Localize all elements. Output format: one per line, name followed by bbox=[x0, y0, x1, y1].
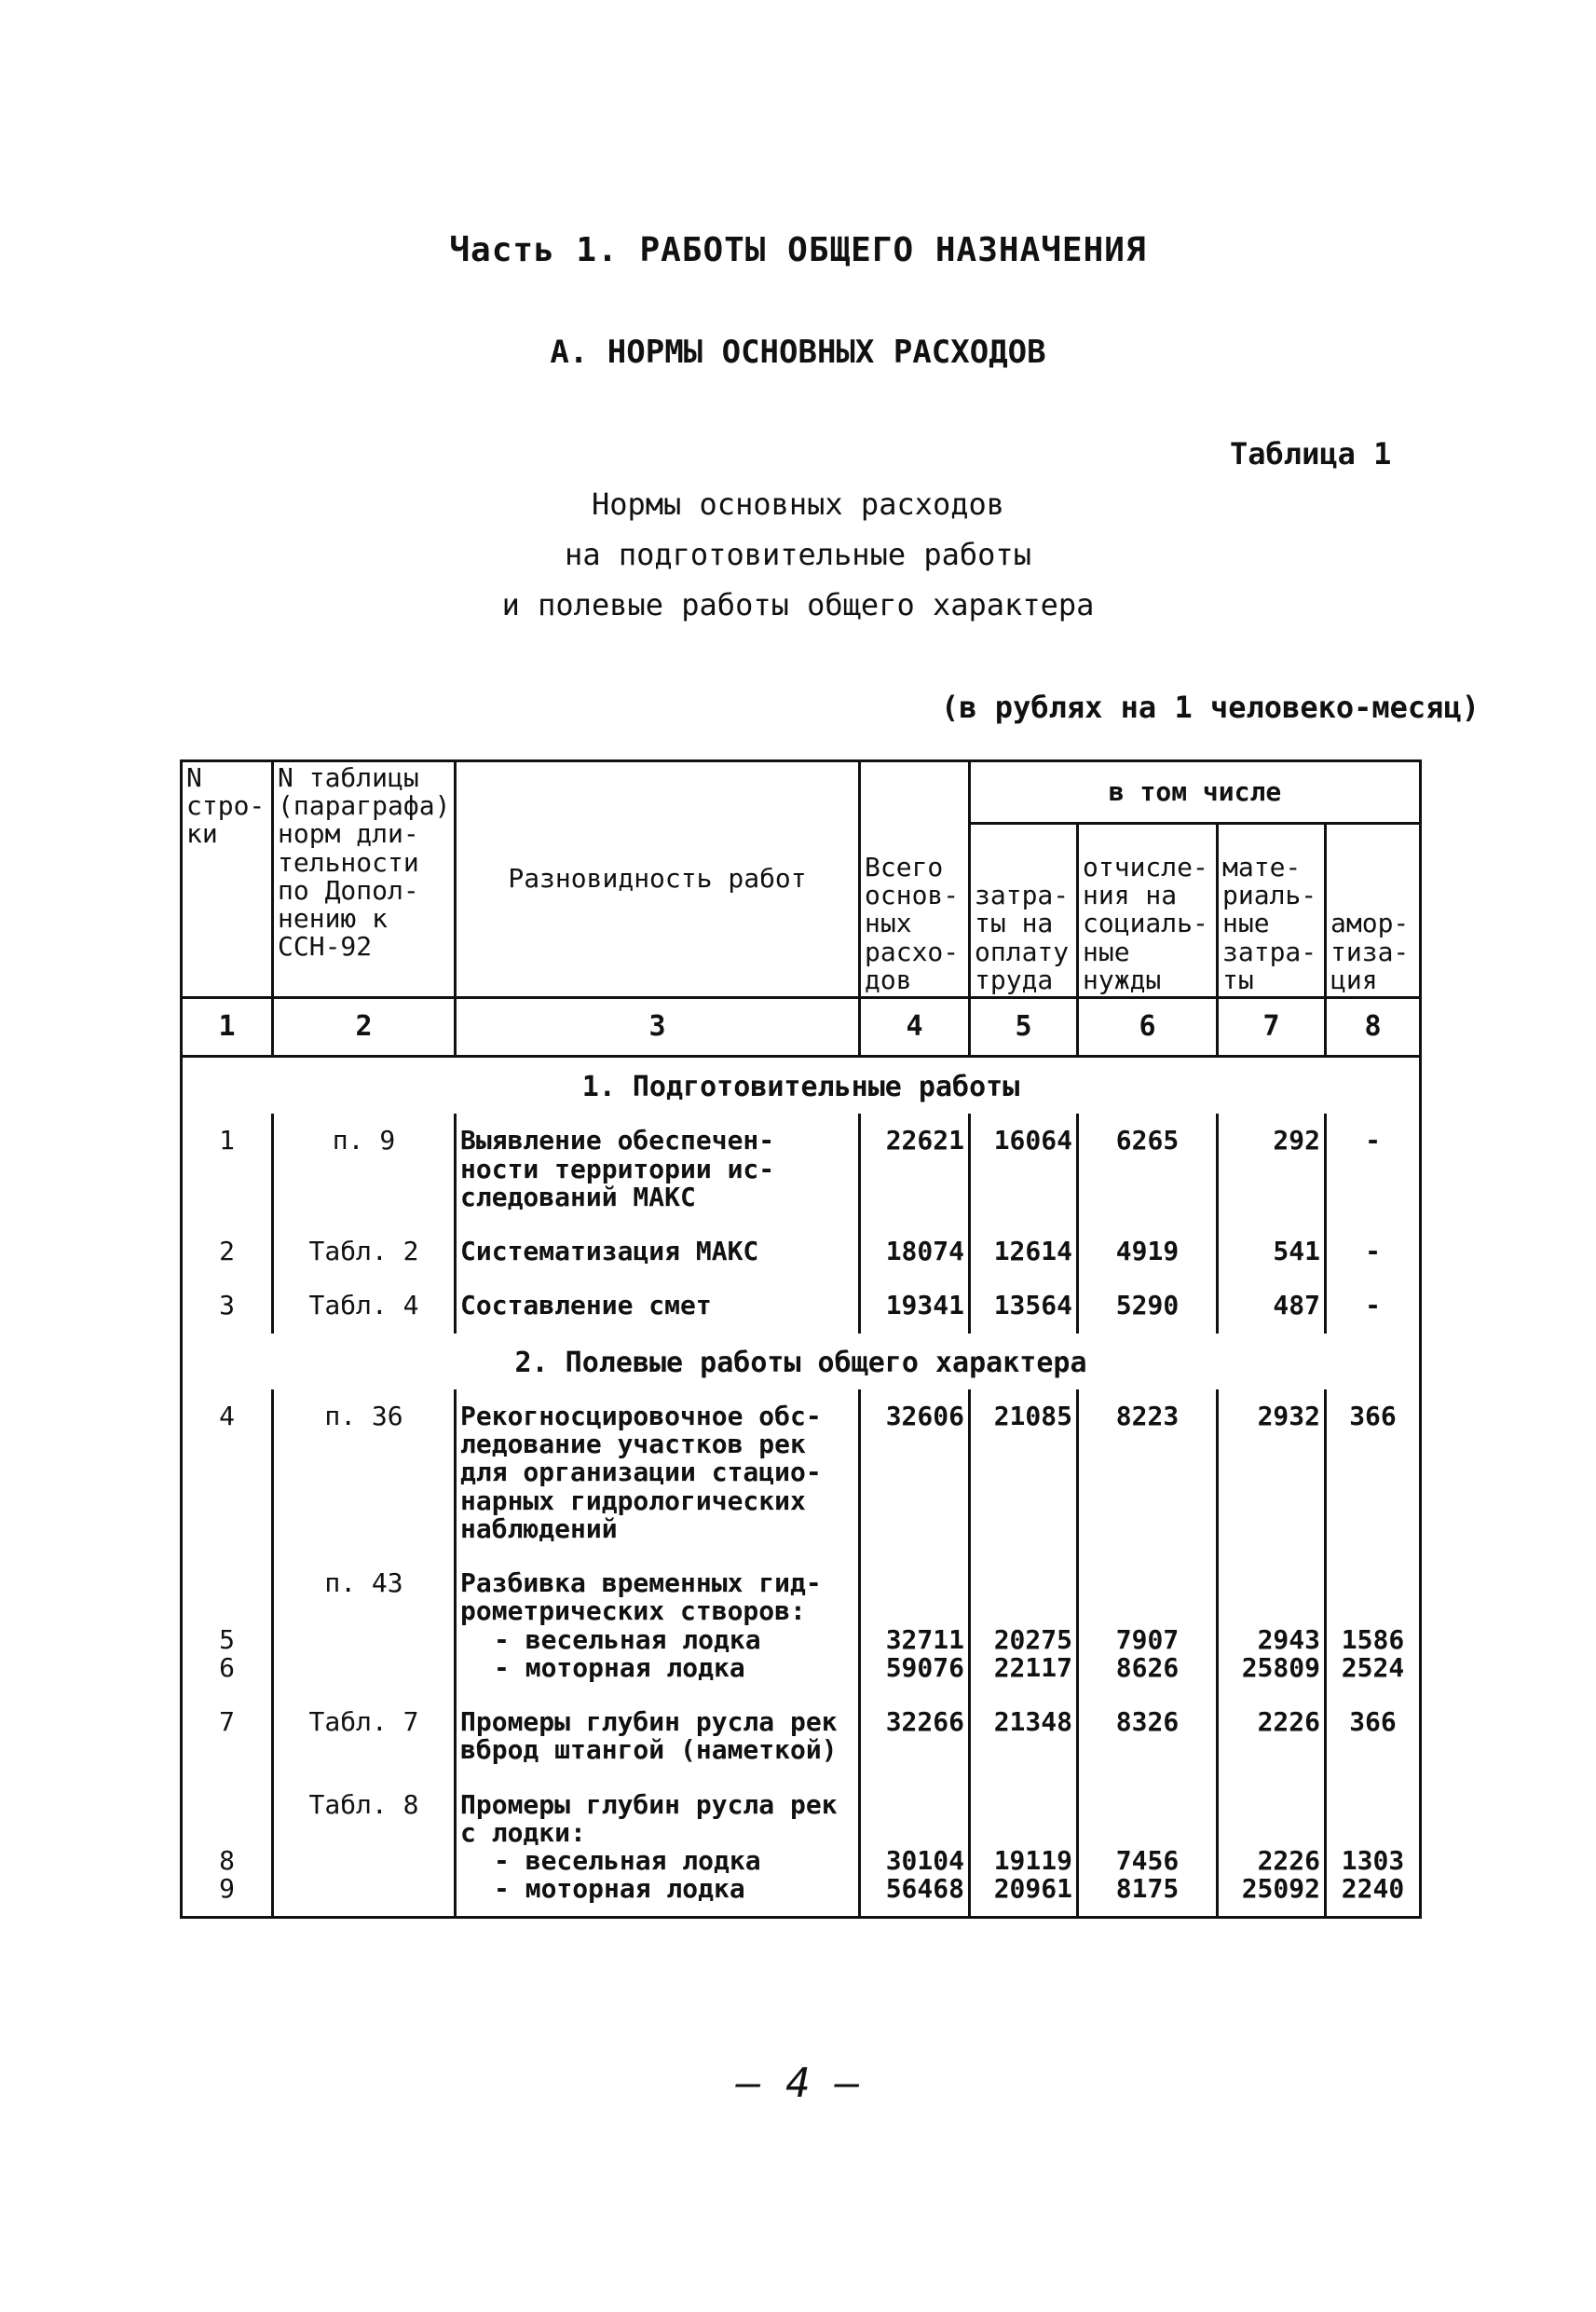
row-number-line bbox=[186, 1597, 267, 1625]
amortization-line: - bbox=[1365, 1236, 1381, 1267]
total-cost-line: 32266 bbox=[885, 1706, 964, 1738]
social-line bbox=[1083, 1791, 1212, 1819]
materials-cell bbox=[1218, 1695, 1326, 1777]
work-kind-line: - весельная лодка bbox=[494, 1845, 761, 1876]
work-kind-line: Промеры глубин русла рек bbox=[460, 1706, 838, 1738]
header-total-costs: Всего основ- ных расхо- дов bbox=[860, 761, 970, 998]
amortization-cell bbox=[1326, 1556, 1421, 1695]
page-number: – 4 – bbox=[736, 2059, 860, 2107]
work-kind-cell bbox=[456, 1279, 860, 1333]
row-number-line: 5 bbox=[219, 1623, 235, 1655]
materials-line bbox=[1222, 1569, 1320, 1597]
row-number-line: 6 bbox=[219, 1651, 235, 1683]
amortization-line bbox=[1330, 1569, 1415, 1597]
amortization-line bbox=[1330, 1791, 1415, 1819]
total-cost-cell bbox=[860, 1279, 970, 1333]
social-line: 7907 bbox=[1115, 1623, 1180, 1655]
table-row bbox=[182, 1114, 1421, 1224]
table-label: Таблица 1 bbox=[1230, 436, 1392, 472]
amortization-line: 1586 bbox=[1341, 1623, 1405, 1655]
wages-line: 22117 bbox=[993, 1651, 1072, 1683]
total-cost-line: 18074 bbox=[885, 1236, 964, 1267]
row-number-line bbox=[186, 1791, 267, 1819]
wages-line: 21085 bbox=[993, 1400, 1072, 1431]
wages-line: 20961 bbox=[993, 1873, 1072, 1905]
row-number-cell bbox=[182, 1389, 273, 1556]
materials-line: 487 bbox=[1273, 1290, 1320, 1321]
table-ref-cell: Табл. 8 bbox=[273, 1778, 456, 1918]
column-number: 7 bbox=[1218, 998, 1326, 1057]
table-row bbox=[182, 1279, 1421, 1333]
wages-cell bbox=[970, 1114, 1078, 1224]
work-kind-line: вброд штангой (наметкой) bbox=[460, 1734, 838, 1766]
materials-line: 541 bbox=[1273, 1236, 1320, 1267]
work-kind-cell bbox=[456, 1389, 860, 1556]
social-line: 8223 bbox=[1115, 1400, 1180, 1431]
amortization-line: 366 bbox=[1349, 1400, 1397, 1431]
social-line: 7456 bbox=[1115, 1845, 1180, 1876]
row-number-line: 1 bbox=[219, 1125, 235, 1156]
total-cost-cell bbox=[860, 1695, 970, 1777]
row-number-line: 4 bbox=[219, 1400, 235, 1431]
work-kind-line: ледование участков рек bbox=[460, 1429, 806, 1460]
column-number: 5 bbox=[970, 998, 1078, 1057]
materials-line: 292 bbox=[1273, 1125, 1320, 1156]
wages-line: 20275 bbox=[993, 1623, 1072, 1655]
work-kind-line: Рекогносцировочное обс- bbox=[460, 1400, 822, 1431]
total-cost-line: 59076 bbox=[885, 1651, 964, 1683]
amortization-line bbox=[1330, 1597, 1415, 1625]
wages-cell bbox=[970, 1224, 1078, 1279]
amortization-line: - bbox=[1365, 1125, 1381, 1156]
work-kind-line: с лодки: bbox=[460, 1816, 586, 1848]
total-cost-line bbox=[865, 1819, 964, 1847]
social-cell bbox=[1078, 1224, 1218, 1279]
row-number-line: 3 bbox=[219, 1290, 235, 1321]
social-cell bbox=[1078, 1114, 1218, 1224]
social-line: 6265 bbox=[1115, 1125, 1180, 1156]
materials-cell bbox=[1218, 1556, 1326, 1695]
materials-cell bbox=[1218, 1114, 1326, 1224]
work-kind-line: Систематизация МАКС bbox=[460, 1236, 759, 1267]
materials-line: 2932 bbox=[1257, 1400, 1320, 1431]
row-number-line bbox=[186, 1569, 267, 1597]
header-materials: мате- риаль- ные затра- ты bbox=[1218, 824, 1326, 998]
row-number-line: 2 bbox=[219, 1236, 235, 1267]
table-caption-line: и полевые работы общего характера bbox=[501, 587, 1095, 622]
materials-line bbox=[1222, 1791, 1320, 1819]
total-cost-line: 32711 bbox=[885, 1623, 964, 1655]
table-caption-line: на подготовительные работы bbox=[565, 537, 1031, 572]
social-line: 8326 bbox=[1115, 1706, 1180, 1738]
column-number: 2 bbox=[273, 998, 456, 1057]
work-kind-line: Выявление обеспечен- bbox=[460, 1125, 775, 1156]
work-kind-line: рометрических створов: bbox=[460, 1595, 806, 1627]
total-cost-cell bbox=[860, 1556, 970, 1695]
total-cost-line bbox=[865, 1569, 964, 1597]
wages-cell bbox=[970, 1778, 1078, 1918]
row-number-line: 7 bbox=[219, 1706, 235, 1738]
work-kind-cell bbox=[456, 1778, 860, 1918]
total-cost-cell bbox=[860, 1778, 970, 1918]
materials-line: 25809 bbox=[1241, 1651, 1320, 1683]
header-row-number: N стро- ки bbox=[182, 761, 273, 998]
work-kind-line: для организации стацио- bbox=[460, 1457, 822, 1488]
social-line: 5290 bbox=[1115, 1290, 1180, 1321]
total-cost-line bbox=[865, 1597, 964, 1625]
section-title: 1. Подготовительные работы bbox=[182, 1057, 1421, 1115]
units-note: (в рублях на 1 человеко-месяц) bbox=[941, 690, 1480, 725]
materials-line: 2226 bbox=[1257, 1845, 1320, 1876]
table-row bbox=[182, 1556, 1421, 1695]
total-cost-cell bbox=[860, 1224, 970, 1279]
row-number-cell bbox=[182, 1279, 273, 1333]
wages-line: 12614 bbox=[993, 1236, 1072, 1267]
materials-cell bbox=[1218, 1778, 1326, 1918]
social-line bbox=[1083, 1597, 1212, 1625]
work-kind-line: - моторная лодка bbox=[494, 1651, 745, 1683]
social-line: 8626 bbox=[1115, 1651, 1180, 1683]
header-including: в том числе bbox=[970, 761, 1421, 824]
table-row bbox=[182, 1695, 1421, 1777]
row-number-line: 8 bbox=[219, 1845, 235, 1876]
amortization-line: 366 bbox=[1349, 1706, 1397, 1738]
amortization-cell bbox=[1326, 1114, 1421, 1224]
table-ref-cell: Табл. 4 bbox=[273, 1279, 456, 1333]
wages-cell bbox=[970, 1389, 1078, 1556]
total-cost-line: 56468 bbox=[885, 1873, 964, 1905]
social-cell bbox=[1078, 1389, 1218, 1556]
work-kind-line: Промеры глубин русла рек bbox=[460, 1788, 838, 1820]
column-number: 1 bbox=[182, 998, 273, 1057]
total-cost-line: 30104 bbox=[885, 1845, 964, 1876]
table-ref-cell: п. 43 bbox=[273, 1556, 456, 1695]
amortization-cell bbox=[1326, 1778, 1421, 1918]
row-number-line bbox=[186, 1819, 267, 1847]
amortization-line: 2240 bbox=[1341, 1873, 1405, 1905]
table-row bbox=[182, 1778, 1421, 1918]
table-body bbox=[182, 1057, 1421, 1918]
social-cell bbox=[1078, 1279, 1218, 1333]
row-number-cell bbox=[182, 1695, 273, 1777]
materials-cell bbox=[1218, 1279, 1326, 1333]
work-kind-cell bbox=[456, 1224, 860, 1279]
column-number: 3 bbox=[456, 998, 860, 1057]
social-line bbox=[1083, 1569, 1212, 1597]
amortization-line bbox=[1330, 1819, 1415, 1847]
row-number-cell bbox=[182, 1778, 273, 1918]
header-amortization: амор- тиза- ция bbox=[1326, 824, 1421, 998]
total-cost-line bbox=[865, 1791, 964, 1819]
row-number-cell bbox=[182, 1224, 273, 1279]
total-cost-line: 32606 bbox=[885, 1400, 964, 1431]
column-number-row bbox=[182, 998, 1421, 1057]
table-ref-cell: п. 9 bbox=[273, 1114, 456, 1224]
amortization-cell bbox=[1326, 1389, 1421, 1556]
work-kind-line: наблюдений bbox=[460, 1512, 618, 1544]
work-kind-line: следований МАКС bbox=[460, 1181, 696, 1212]
row-number-cell bbox=[182, 1114, 273, 1224]
table-ref-cell: п. 36 bbox=[273, 1389, 456, 1556]
table-ref-cell: Табл. 7 bbox=[273, 1695, 456, 1777]
norms-table-container bbox=[180, 759, 1419, 1919]
materials-cell bbox=[1218, 1224, 1326, 1279]
wages-line bbox=[975, 1791, 1072, 1819]
work-kind-line: нарных гидрологических bbox=[460, 1484, 806, 1516]
work-kind-line: - моторная лодка bbox=[494, 1873, 745, 1905]
wages-line bbox=[975, 1597, 1072, 1625]
wages-line bbox=[975, 1819, 1072, 1847]
social-line: 8175 bbox=[1115, 1873, 1180, 1905]
social-cell bbox=[1078, 1778, 1218, 1918]
total-cost-line: 22621 bbox=[885, 1125, 964, 1156]
wages-line: 16064 bbox=[993, 1125, 1072, 1156]
table-header bbox=[182, 761, 1421, 998]
section-heading-row bbox=[182, 1334, 1421, 1389]
social-cell bbox=[1078, 1695, 1218, 1777]
amortization-cell bbox=[1326, 1279, 1421, 1333]
table-caption-line: Нормы основных расходов bbox=[591, 486, 1005, 522]
social-cell bbox=[1078, 1556, 1218, 1695]
part-title: Часть 1. РАБОТЫ ОБЩЕГО НАЗНАЧЕНИЯ bbox=[449, 231, 1147, 269]
work-kind-line: Разбивка временных гид- bbox=[460, 1567, 822, 1599]
wages-cell bbox=[970, 1695, 1078, 1777]
header-wages: затра- ты на оплату труда bbox=[970, 824, 1078, 998]
header-social: отчисле- ния на социаль- ные нужды bbox=[1078, 824, 1218, 998]
materials-line bbox=[1222, 1819, 1320, 1847]
wages-line: 21348 bbox=[993, 1706, 1072, 1738]
section-title: А. НОРМЫ ОСНОВНЫХ РАСХОДОВ bbox=[550, 334, 1046, 371]
section-heading-row bbox=[182, 1057, 1421, 1115]
amortization-line: - bbox=[1365, 1290, 1381, 1321]
row-number-line: 9 bbox=[219, 1873, 235, 1905]
work-kind-line: - весельная лодка bbox=[494, 1623, 761, 1655]
materials-line bbox=[1222, 1597, 1320, 1625]
amortization-line: 2524 bbox=[1341, 1651, 1405, 1683]
social-line: 4919 bbox=[1115, 1236, 1180, 1267]
wages-line: 19119 bbox=[993, 1845, 1072, 1876]
table-ref-cell: Табл. 2 bbox=[273, 1224, 456, 1279]
row-number-cell bbox=[182, 1556, 273, 1695]
work-kind-line: Составление смет bbox=[460, 1290, 712, 1321]
work-kind-cell bbox=[456, 1556, 860, 1695]
wages-line: 13564 bbox=[993, 1290, 1072, 1321]
section-title: 2. Полевые работы общего характера bbox=[182, 1334, 1421, 1389]
materials-line: 2226 bbox=[1257, 1706, 1320, 1738]
norms-table bbox=[180, 759, 1422, 1919]
materials-line: 25092 bbox=[1241, 1873, 1320, 1905]
total-cost-line: 19341 bbox=[885, 1290, 964, 1321]
work-kind-cell bbox=[456, 1695, 860, 1777]
amortization-line: 1303 bbox=[1341, 1845, 1405, 1876]
total-cost-cell bbox=[860, 1114, 970, 1224]
materials-cell bbox=[1218, 1389, 1326, 1556]
wages-line bbox=[975, 1569, 1072, 1597]
header-work-kind: Разновидность работ bbox=[456, 761, 860, 998]
column-number: 6 bbox=[1078, 998, 1218, 1057]
column-number: 8 bbox=[1326, 998, 1421, 1057]
table-row bbox=[182, 1224, 1421, 1279]
social-line bbox=[1083, 1819, 1212, 1847]
header-table-number: N таблицы (параграфа) норм дли- тельности по Допол- нению к ССН-92 bbox=[273, 761, 456, 998]
materials-line: 2943 bbox=[1257, 1623, 1320, 1655]
work-kind-cell bbox=[456, 1114, 860, 1224]
wages-cell bbox=[970, 1279, 1078, 1333]
column-number: 4 bbox=[860, 998, 970, 1057]
table-row bbox=[182, 1389, 1421, 1556]
work-kind-line: ности территории ис- bbox=[460, 1153, 775, 1184]
wages-cell bbox=[970, 1556, 1078, 1695]
total-cost-cell bbox=[860, 1389, 970, 1556]
amortization-cell bbox=[1326, 1695, 1421, 1777]
amortization-cell bbox=[1326, 1224, 1421, 1279]
